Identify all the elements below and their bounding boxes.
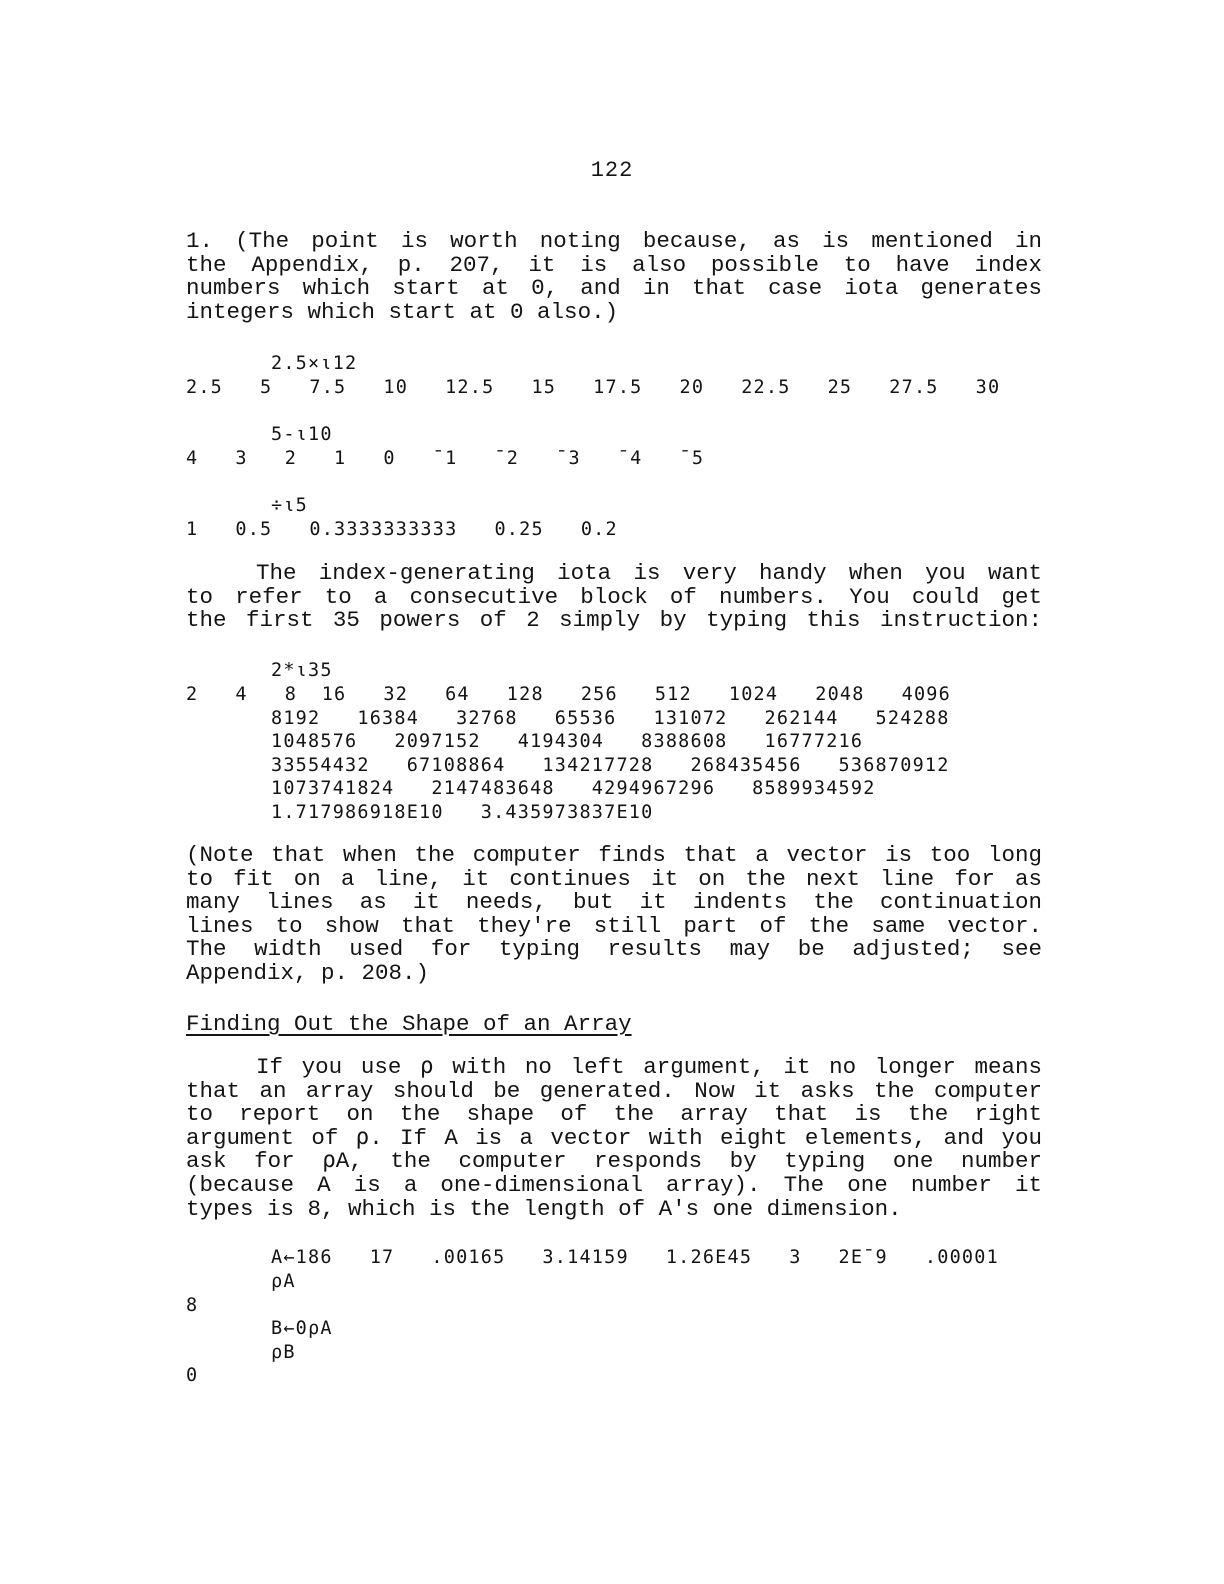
- text-line: integers which start at 0 also.): [186, 298, 619, 325]
- apl-output-times-iota: 2.5 5 7.5 10 12.5 15 17.5 20 22.5 25 27.5 30: [186, 377, 1001, 398]
- text-line: types is 8, which is the length of A's one dimension.: [186, 1195, 902, 1222]
- apl-output-powers-line: 33554432 67108864 134217728 268435456 536870912: [271, 755, 950, 776]
- text-line: argument of ⍴. If A is a vector with eight elements, and you: [186, 1124, 1042, 1151]
- text-line: 1. (The point is worth noting because, as is mentioned in: [186, 228, 1042, 254]
- apl-input-minus-iota: 5-⍳10: [271, 424, 333, 445]
- paragraph-index-generating: [186, 562, 1042, 633]
- text-line: If you use ⍴ with no left argument, it no longer means: [256, 1054, 1042, 1080]
- apl-output-minus-iota: 4 3 2 1 0 ¯1 ¯2 ¯3 ¯4 ¯5: [186, 448, 705, 469]
- text-line: to fit on a line, it continues it on the next line for as: [186, 865, 1042, 892]
- text-line: (because A is a one-dimensional array). The one number it: [186, 1171, 1042, 1198]
- apl-input-times-iota: 2.5×⍳12: [271, 353, 358, 374]
- text-line: that an array should be generated. Now it asks the computer: [186, 1077, 1042, 1104]
- apl-input-shape-a: ⍴A: [271, 1271, 296, 1292]
- apl-output-powers-line: 1.717986918E10 3.435973837E10: [271, 802, 654, 823]
- apl-output-powers-line: 2 4 8 16 32 64 128 256 512 1024 2048 4096: [186, 684, 951, 705]
- text-line: Appendix, p. 208.): [186, 959, 430, 986]
- paragraph-iota-origin: [186, 230, 1042, 324]
- text-line: many lines as it needs, but it indents the continuation: [186, 889, 1042, 916]
- apl-output-powers-line: 1048576 2097152 4194304 8388608 16777216: [271, 731, 864, 752]
- section-heading: Finding Out the Shape of an Array: [186, 1011, 632, 1037]
- text-line: ask for ⍴A, the computer responds by typing one number: [186, 1148, 1042, 1175]
- apl-output-shape-a: 8: [186, 1295, 199, 1316]
- apl-output-powers-line: 1073741824 2147483648 4294967296 8589934592: [271, 778, 876, 799]
- text-line: the first 35 powers of 2 simply by typing this instruction:: [186, 607, 1042, 634]
- apl-output-shape-b: 0: [186, 1365, 199, 1386]
- apl-input-powers-of-two: 2*⍳35: [271, 660, 333, 681]
- text-line: the Appendix, p. 207, it is also possible to have index: [186, 251, 1042, 278]
- text-line: The width used for typing results may be adjusted; see: [186, 936, 1042, 963]
- text-line: lines to show that they're still part of the same vector.: [186, 912, 1042, 939]
- text-line: (Note that when the computer finds that a vector is too long: [186, 842, 1042, 868]
- paragraph-continuation-note: [186, 844, 1042, 986]
- apl-input-shape-b: ⍴B: [271, 1342, 296, 1363]
- text-line: to refer to a consecutive block of numbers. You could get: [186, 583, 1042, 610]
- apl-input-assign-a: A←186 17 .00165 3.14159 1.26E45 3 2E¯9 .00001: [271, 1247, 999, 1268]
- apl-output-powers-line: 8192 16384 32768 65536 131072 262144 524288: [271, 708, 950, 729]
- page-number: 122: [590, 158, 634, 183]
- apl-input-assign-b: B←0⍴A: [271, 1318, 333, 1339]
- paragraph-shape-of-array: [186, 1056, 1042, 1221]
- apl-input-reciprocal-iota: ÷⍳5: [271, 495, 309, 516]
- text-line: numbers which start at 0, and in that case iota generates: [186, 275, 1042, 302]
- text-line: The index-generating iota is very handy when you want: [256, 560, 1042, 586]
- apl-output-reciprocal-iota: 1 0.5 0.3333333333 0.25 0.2: [186, 519, 618, 540]
- text-line: to report on the shape of the array that is the right: [186, 1101, 1042, 1128]
